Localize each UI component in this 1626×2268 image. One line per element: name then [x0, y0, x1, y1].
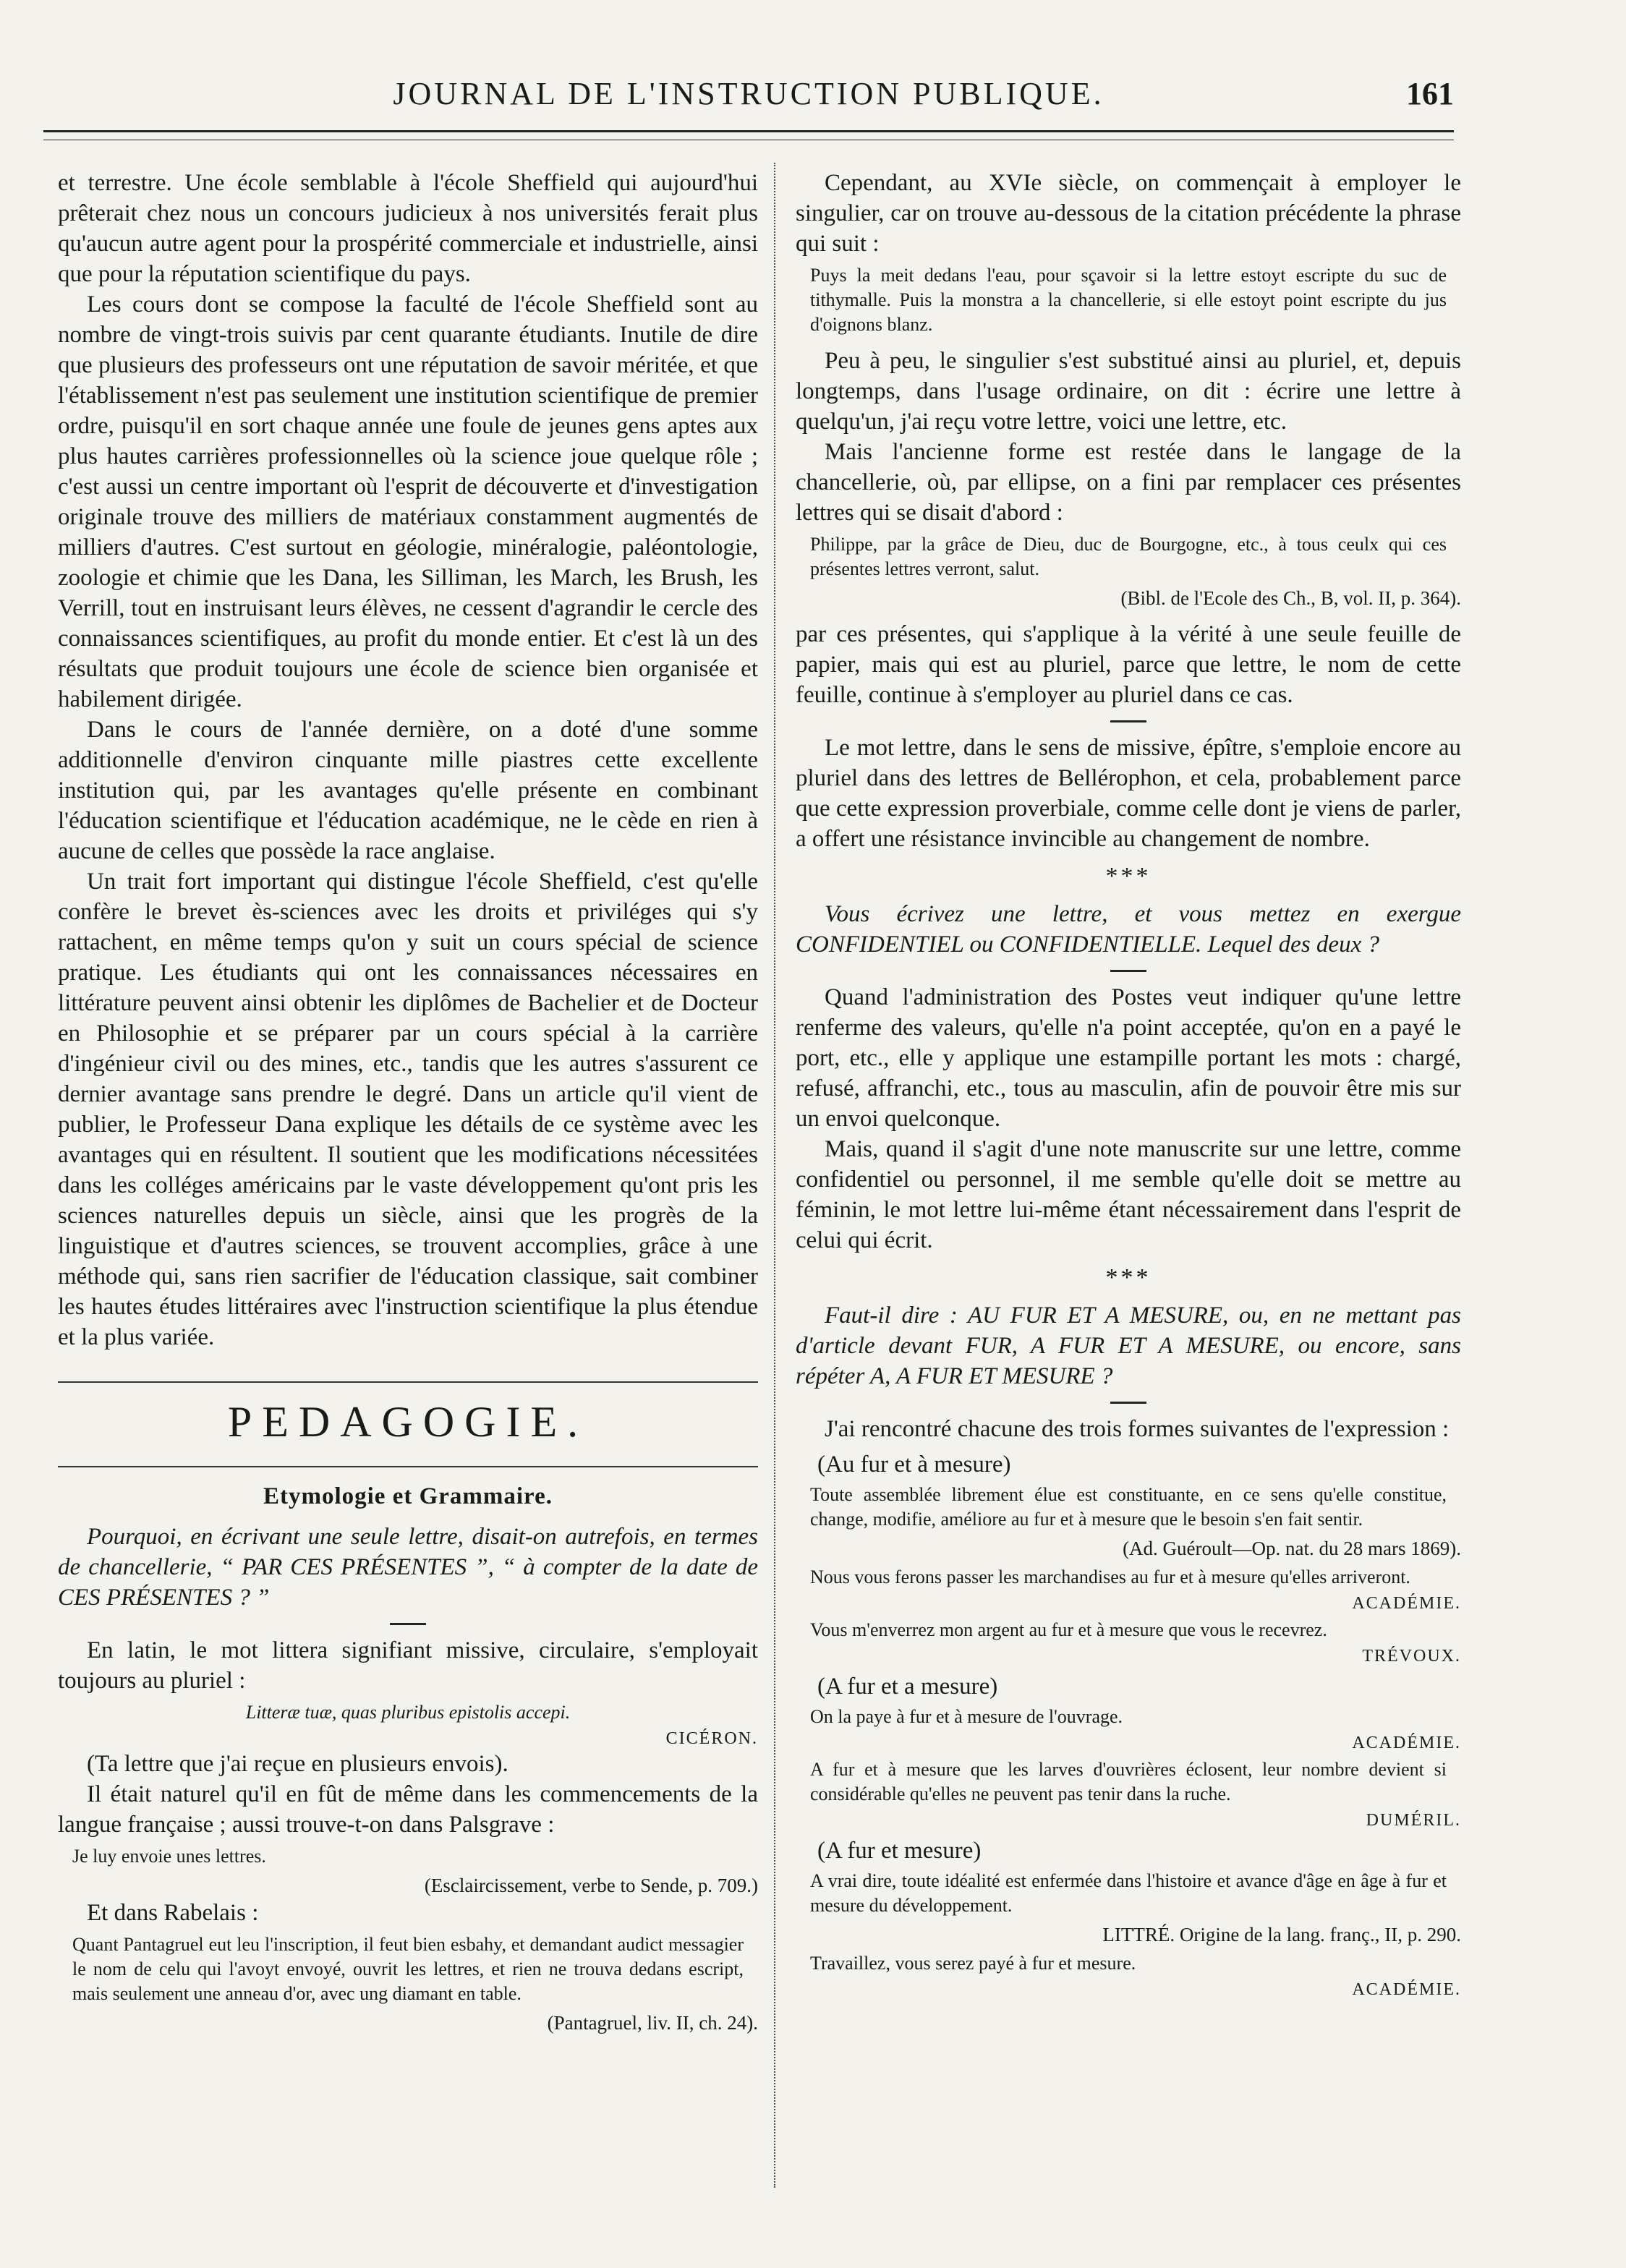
source: TRÉVOUX. — [1362, 1647, 1461, 1666]
quote: A vrai dire, toute idéalité est enfermée dans l'histoire et avance d'âge en âge à fur et mesure du développement. — [810, 1870, 1447, 1916]
header-rule — [43, 130, 1454, 140]
right-column — [796, 168, 1461, 2000]
source: (Esclaircissement, verbe to Sende, p. 709.) — [424, 1875, 758, 1896]
paragraph: En latin, le mot littera signifiant missive, circulaire, s'employait toujours au pluriel : — [58, 1637, 758, 1694]
source: (Ad. Guéroult—Op. nat. du 28 mars 1869). — [1123, 1538, 1461, 1559]
source: ACADÉMIE. — [1352, 1980, 1461, 1999]
quote: Je luy envoie unes lettres. — [72, 1846, 266, 1867]
source: LITTRÉ. Origine de la lang. franç., II, p. 290. — [1102, 1924, 1461, 1945]
source: DUMÉRIL. — [1366, 1811, 1461, 1830]
asterism: *** — [1105, 863, 1152, 890]
quote: Philippe, par la grâce de Dieu, duc de Bourgogne, etc., à tous ceulx qui ces présentes lettres verront, salut. — [810, 534, 1447, 579]
quote: Litteræ tuæ, quas pluribus epistolis accepi. — [245, 1702, 571, 1723]
variant-heading: (Au fur et à mesure) — [817, 1451, 1011, 1478]
paragraph: Il était naturel qu'il en fût de même dans les commencements de la langue française ; aussi trouve-t-on dans Palsgrave : — [58, 1781, 758, 1838]
paragraph: Peu à peu, le singulier s'est substitué ainsi au pluriel, et, depuis longtemps, dans l'usage ordinaire, on dit : écrire une lettre à quelqu'un, j'ai reçu votre lettre, voici une lettre, etc. — [796, 348, 1461, 435]
section-title: PEDAGOGIE. — [227, 1398, 589, 1446]
left-column — [58, 168, 758, 2035]
separator-dash — [390, 1623, 426, 1625]
variant-heading: (A fur et a mesure) — [817, 1674, 998, 1700]
paragraph: (Ta lettre que j'ai reçue en plusieurs envois). — [87, 1751, 508, 1777]
section-rule — [58, 1381, 758, 1383]
quote: On la paye à fur et à mesure de l'ouvrage. — [810, 1706, 1123, 1727]
quote: Travaillez, vous serez payé à fur et mesure. — [810, 1953, 1136, 1974]
separator-dash — [1110, 720, 1146, 722]
section-rule — [58, 1466, 758, 1467]
quote: Nous vous ferons passer les marchandises au fur et à mesure qu'elles arriveront. — [810, 1566, 1410, 1587]
paragraph: Mais, quand il s'agit d'une note manuscrite sur une lettre, comme confidentiel ou personnel, il me semble qu'elle doit se mettre au féminin, le mot lettre lui-même étant nécessairement dans l'esprit de celui qui écrit. — [796, 1136, 1461, 1253]
paragraph: Cependant, au XVIe siècle, on commençait à employer le singulier, car on trouve au-dessous de la citation précédente la phrase qui suit : — [796, 170, 1461, 257]
paragraph: Et dans Rabelais : — [87, 1900, 259, 1926]
question: Vous écrivez une lettre, et vous mettez en exergue CONFIDENTIEL ou CONFIDENTIELLE. Lequel des deux ? — [796, 901, 1461, 958]
paragraph: Un trait fort important qui distingue l'école Sheffield, c'est qu'elle confère le brevet ès-sciences avec les droits et priviléges qui s'y rattachent, en même temps qu'on y suit un cours spécial de science pratique. Les étudiants qui ont les connaissances nécessaires en littérature peuvent ainsi obtenir les diplômes de Bachelier et de Docteur en Philosophie et se préparer par un cours spécial à la carrière d'ingénieur civil ou des mines, etc., tandis que les autres s'assurent ce dernier avantage sans prendre le degré. Dans un article qu'il vient de publier, le Professeur Dana explique les détails de ce système avec les avantages qui en résultent. Il soutient que les modifications nécessitées dans les colléges américains par le vaste développement qu'ont pris les sciences naturelles depuis un siècle, ainsi que les progrès de la linguistique et d'autres sciences, se trouvent accomplies, grâce à une méthode qui, sans rien sacrifier de l'éducation classique, sait combiner les hautes études littéraires avec l'instruction scientifique la plus étendue et la plus variée. — [58, 869, 758, 1350]
paragraph: Quand l'administration des Postes veut indiquer qu'une lettre renferme des valeurs, qu'elle n'a point acceptée, qu'on en a payé le port, etc., elle y applique une estampille portant les mots : chargé, refusé, affranchi, etc., tous au masculin, afin de pouvoir être mis sur un envoi quelconque. — [796, 984, 1461, 1132]
quote: Toute assemblée librement élue est constituante, en ce sens qu'elle constitue, change, modifie, améliore au fur et à mesure que le besoin s'en fait sentir. — [810, 1484, 1447, 1530]
asterism: *** — [1105, 1264, 1152, 1291]
paragraph: Dans le cours de l'année dernière, on a doté d'une somme additionnelle d'environ cinquante mille piastres cette excellente institution qui, par les avantages qu'elle présente en combinant l'éducation scientifique et l'éducation académique, ne le cède en rien à aucune de celles que possède la race anglaise. — [58, 717, 758, 864]
paragraph: et terrestre. Une école semblable à l'école Sheffield qui aujourd'hui prêterait chez nous un concours judicieux à nos universités ferait plus qu'aucun autre agent pour la prospérité commerciale et industrielle, ainsi que pour la réputation scientifique du pays. — [58, 170, 758, 287]
quote: Puys la meit dedans l'eau, pour sçavoir si la lettre estoyt escripte du suc de tithymalle. Puis la monstra a la chancellerie, si elle estoyt point escripte du jus d'oignons blanz. — [810, 265, 1447, 335]
separator-dash — [1110, 1402, 1146, 1404]
source: (Bibl. de l'Ecole des Ch., B, vol. II, p. 364). — [1120, 587, 1461, 609]
paragraph: Le mot lettre, dans le sens de missive, épître, s'emploie encore au pluriel dans des lettres de Bellérophon, et cela, probablement parce que cette expression proverbiale, comme celle dont je viens de parler, a offert une résistance invincible au changement de nombre. — [796, 735, 1461, 852]
question: Faut-il dire : AU FUR ET A MESURE, ou, en ne mettant pas d'article devant FUR, A FUR ET A MESURE, ou encore, sans répéter A, A FUR ET MESURE ? — [796, 1303, 1461, 1389]
question: Pourquoi, en écrivant une seule lettre, disait-on autrefois, en termes de chancellerie, “ PAR CES PRÉSENTES ”, “ à compter de la date de CES PRÉSENTES ? ” — [58, 1524, 758, 1611]
subsection-title: Etymologie et Grammaire. — [263, 1483, 553, 1509]
journal-title: JOURNAL DE L'INSTRUCTION PUBLIQUE. — [393, 76, 1104, 111]
page-number: 161 — [1406, 76, 1454, 111]
variant-heading: (A fur et mesure) — [817, 1838, 982, 1864]
quote: Quant Pantagruel eut leu l'inscription, il feut bien esbahy, et demandant audict messagier le nom de celu qui l'avoyt envoyé, ouvrit les lettres, et rien ne trouva dedans escript, mais seulement une anneau d'or, avec ung diamant en table. — [72, 1934, 744, 2004]
quote: A fur et à mesure que les larves d'ouvrières éclosent, leur nombre devient si considérable qu'elles ne peuvent pas tenir dans la ruche. — [810, 1759, 1447, 1804]
page-header — [43, 75, 1454, 119]
source: ACADÉMIE. — [1352, 1594, 1461, 1613]
paragraph: J'ai rencontré chacune des trois formes suivantes de l'expression : — [825, 1416, 1450, 1442]
column-divider — [774, 163, 775, 2188]
separator-dash — [1110, 970, 1146, 972]
source: CICÉRON. — [665, 1729, 758, 1748]
source: (Pantagruel, liv. II, ch. 24). — [547, 2012, 758, 2034]
quote: Vous m'enverrez mon argent au fur et à mesure que vous le recevrez. — [810, 1619, 1327, 1640]
paragraph: Les cours dont se compose la faculté de l'école Sheffield sont au nombre de vingt-trois suivis par cent quarante étudiants. Inutile de dire que plusieurs des professeurs ont une réputation de savoir méritée, et que l'établissement n'est pas seulement une institution scientifique de premier ordre, puisqu'il en sort chaque année une foule de jeunes gens aptes aux plus hautes carrières professionnelles où la science joue quelque rôle ; c'est aussi un centre important où l'esprit de découverte et d'investigation originale trouve des milliers de matériaux constamment augmentés de milliers d'autres. C'est surtout en géologie, minéralogie, paléontologie, zoologie et chimie que les Dana, les Silliman, les March, les Brush, les Verrill, tout en instruisant leurs élèves, ne cessent d'agrandir le cercle des connaissances scientifiques, au profit du monde entier. Et c'est là un des résultats que produit toujours une école de science bien organisée et habilement dirigée. — [58, 291, 758, 712]
source: ACADÉMIE. — [1352, 1734, 1461, 1752]
paragraph: Mais l'ancienne forme est restée dans le langage de la chancellerie, où, par ellipse, on a fini par remplacer ces présentes lettres qui se disait d'abord : — [796, 439, 1461, 526]
paragraph: par ces présentes, qui s'applique à la vérité à une seule feuille de papier, mais qui est au pluriel, parce que lettre, le nom de cette feuille, continue à s'employer au pluriel dans ce cas. — [796, 621, 1461, 708]
